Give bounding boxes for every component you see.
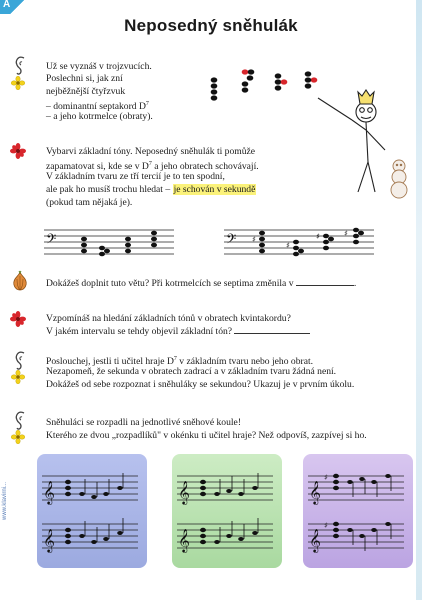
svg-text:𝄞: 𝄞: [178, 480, 190, 504]
ear-icon-3: [14, 410, 28, 432]
task1-line-3: V základním tvaru ze tří tercií je to ten spodní,: [46, 171, 225, 182]
yellow-flower-icon-3: [11, 430, 25, 444]
highlighted-phrase: je schován v sekundě: [173, 184, 256, 195]
card-purple-staves: [308, 468, 408, 558]
svg-text:𝄞: 𝄞: [309, 528, 321, 552]
task4-superscript: 7: [173, 356, 177, 362]
chord-2: [242, 69, 255, 92]
red-flower-icon-2: [10, 311, 26, 327]
task3-line-2: [46, 326, 310, 338]
svg-text:♯: ♯: [324, 521, 328, 530]
task1-line-4: [46, 184, 256, 196]
ear-icon-2: [14, 350, 28, 372]
chord-1: [211, 77, 218, 100]
svg-text:𝄞: 𝄞: [43, 480, 55, 504]
task1-line-4a: ale pak ho musíš trochu hledat –: [46, 184, 173, 195]
svg-text:𝄞: 𝄞: [309, 480, 321, 504]
card-green-staves: [177, 468, 277, 558]
conductor-figure: [318, 90, 385, 192]
task3-line-1: Vzpomínáš na hledání základních tónů v obratech kvintakordu?: [46, 313, 291, 324]
ear-icon: [14, 55, 28, 77]
task3-line-2-text: V jakém intervalu se tehdy objevil základní tón?: [46, 326, 233, 337]
intro-line-1: Už se vyznáš v trojzvucích.: [46, 61, 152, 72]
task1-line-1: Vybarvi základní tóny. Neposedný sněhulák ti pomůže: [46, 146, 256, 157]
task5-line-2: Kterého ze dvou „rozpadlíků" v okénku ti učitel hraje? Než odpovíš, zazpívej si ho.: [46, 430, 367, 441]
watermark: www.klavirni...: [2, 481, 8, 520]
task2-line: Dokážeš doplnit tuto větu? Při kotrmelcích se septima změnila v .: [46, 278, 357, 289]
svg-text:𝄞: 𝄞: [43, 528, 55, 552]
right-edge-decoration: [416, 0, 422, 600]
task2-answer-blank[interactable]: [296, 285, 354, 286]
staff-right: [224, 224, 374, 258]
snowman-chords-illustration: [200, 62, 415, 202]
intro-line-3: nejběžnější čtyřzvuk: [46, 86, 126, 97]
intro-line-4-text: – dominantní septakord D: [46, 101, 146, 113]
onion-icon: [12, 270, 28, 292]
task2-text: Dokážeš doplnit tuto větu? Při kotrmelcích se septima změnila v: [46, 278, 294, 289]
svg-text:𝄞: 𝄞: [178, 528, 190, 552]
svg-text:𝄢: 𝄢: [46, 231, 57, 250]
task4-line-1b: v základním tvaru nebo jeho obrat.: [176, 356, 314, 368]
task1-line-2b: a jeho obratech schovávají.: [151, 161, 259, 173]
intro-superscript: 7: [145, 101, 149, 107]
staff-left: [44, 224, 174, 258]
task4-line-3: Dokážeš od sebe rozpoznat i sněhuláky se sekundou? Ukazuj je v prvním úkolu.: [46, 379, 355, 390]
corner-tab: [0, 0, 26, 14]
yellow-flower-icon-2: [11, 370, 25, 384]
svg-text:♯: ♯: [344, 229, 348, 238]
red-flower-icon: [10, 143, 26, 159]
intro-line-2: Poslechni si, jak zní: [46, 73, 123, 84]
task3-answer-blank[interactable]: [234, 333, 310, 334]
svg-text:♯: ♯: [286, 241, 290, 250]
task5-line-1: Sněhuláci se rozpadli na jednotlivé sněhové koule!: [46, 417, 242, 428]
yellow-flower-icon: [11, 76, 25, 90]
svg-text:♯: ♯: [324, 473, 328, 482]
corner-label: A: [3, 0, 11, 10]
intro-line-5: – a jeho kotrmelce (obraty).: [46, 111, 153, 122]
card-blue-staves: [42, 468, 142, 558]
small-snowman: [391, 160, 407, 198]
task4-line-1a: Poslouchej, jestli ti učitel hraje D: [46, 356, 174, 368]
svg-text:𝄢: 𝄢: [226, 231, 237, 250]
chord-4: [305, 71, 318, 88]
svg-text:♯: ♯: [252, 235, 256, 244]
task4-line-2: Nezapomeň, že sekunda v obratech zadrací a v základním tvaru žádná není.: [46, 366, 337, 377]
page-title: Neposedný sněhulák: [124, 16, 298, 35]
chord-3: [275, 73, 288, 90]
task1-superscript: 7: [148, 161, 152, 167]
task1-line-5: (pokud tam nějaká je).: [46, 197, 133, 208]
task1-line-2a: zapamatovat si, kde se v D: [46, 161, 149, 173]
svg-text:♯: ♯: [316, 232, 320, 241]
